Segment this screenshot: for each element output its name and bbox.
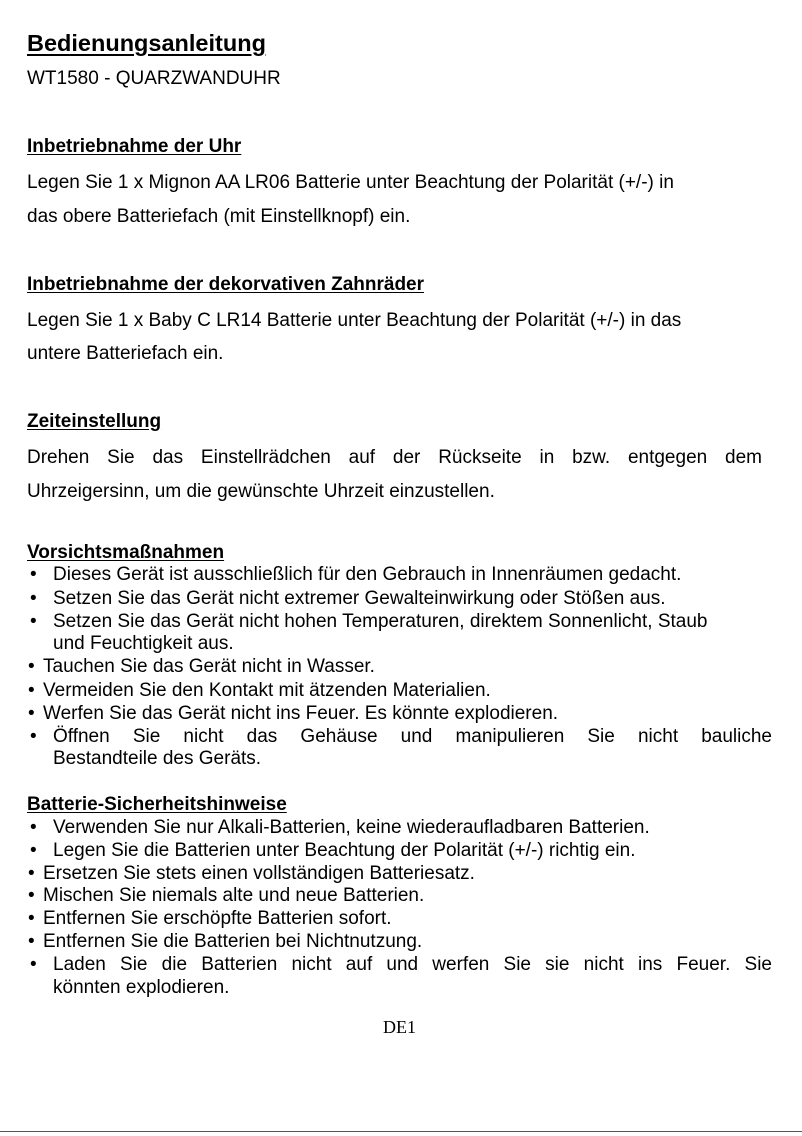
page-number: DE1 bbox=[383, 1017, 416, 1037]
bullet-marker: • bbox=[30, 840, 37, 861]
list-item: Dieses Gerät ist ausschließlich für den Gebrauch in Innenräumen gedacht. bbox=[53, 564, 682, 585]
heading-zeiteinstellung: Zeiteinstellung bbox=[27, 411, 162, 432]
bullet-marker: • bbox=[30, 588, 37, 609]
heading-batterie-sicherheitshinweise: Batterie-Sicherheitshinweise bbox=[27, 794, 287, 815]
paragraph-line: Uhrzeigersinn, um die gewünschte Uhrzeit einzustellen. bbox=[27, 481, 495, 502]
bullet-marker: • bbox=[28, 885, 35, 906]
heading-inbetriebnahme-uhr: Inbetriebnahme der Uhr bbox=[27, 136, 242, 157]
bullet-marker: • bbox=[28, 931, 35, 952]
paragraph-line: das obere Batteriefach (mit Einstellknopf) ein. bbox=[27, 206, 411, 227]
list-item: Tauchen Sie das Gerät nicht in Wasser. bbox=[43, 656, 375, 677]
bullet-marker: • bbox=[30, 726, 37, 747]
list-item-continuation: Bestandteile des Geräts. bbox=[53, 748, 262, 769]
list-item-continuation: und Feuchtigkeit aus. bbox=[53, 633, 234, 654]
bullet-marker: • bbox=[28, 680, 35, 701]
paragraph-line: Legen Sie 1 x Mignon AA LR06 Batterie unter Beachtung der Polarität (+/-) in bbox=[27, 172, 674, 193]
paragraph-line: Drehen Sie das Einstellrädchen auf der Rückseite in bzw. entgegen dem bbox=[27, 447, 762, 468]
list-item: Werfen Sie das Gerät nicht ins Feuer. Es könnte explodieren. bbox=[43, 703, 559, 724]
heading-vorsichtsmassnahmen: Vorsichtsmaßnahmen bbox=[27, 542, 225, 563]
list-item: Mischen Sie niemals alte und neue Batterien. bbox=[43, 885, 425, 906]
bullet-marker: • bbox=[30, 817, 37, 838]
heading-inbetriebnahme-zahnraeder: Inbetriebnahme der dekorvativen Zahnräder bbox=[27, 274, 425, 295]
paragraph-line: untere Batteriefach ein. bbox=[27, 343, 224, 364]
list-item: Vermeiden Sie den Kontakt mit ätzenden Materialien. bbox=[43, 680, 491, 701]
bullet-marker: • bbox=[30, 564, 37, 585]
bullet-marker: • bbox=[28, 863, 35, 884]
list-item: Setzen Sie das Gerät nicht hohen Temperaturen, direktem Sonnenlicht, Staub bbox=[53, 611, 708, 632]
list-item: Öffnen Sie nicht das Gehäuse und manipulieren Sie nicht bauliche bbox=[53, 726, 772, 747]
list-item: Legen Sie die Batterien unter Beachtung der Polarität (+/-) richtig ein. bbox=[53, 840, 636, 861]
list-item: Entfernen Sie erschöpfte Batterien sofort. bbox=[43, 908, 392, 929]
bullet-marker: • bbox=[28, 908, 35, 929]
list-item: Laden Sie die Batterien nicht auf und werfen Sie sie nicht ins Feuer. Sie bbox=[53, 954, 772, 975]
list-item: Ersetzen Sie stets einen vollständigen Batteriesatz. bbox=[43, 863, 475, 884]
list-item: Setzen Sie das Gerät nicht extremer Gewalteinwirkung oder Stößen aus. bbox=[53, 588, 666, 609]
bullet-marker: • bbox=[30, 954, 37, 975]
list-item-continuation: könnten explodieren. bbox=[53, 977, 230, 998]
bullet-marker: • bbox=[28, 656, 35, 677]
list-item: Entfernen Sie die Batterien bei Nichtnutzung. bbox=[43, 931, 423, 952]
document-title: Bedienungsanleitung bbox=[27, 30, 266, 56]
page-bottom-rule bbox=[0, 1131, 802, 1132]
bullet-marker: • bbox=[28, 703, 35, 724]
list-item: Verwenden Sie nur Alkali-Batterien, keine wiederaufladbaren Batterien. bbox=[53, 817, 650, 838]
paragraph-line: Legen Sie 1 x Baby C LR14 Batterie unter Beachtung der Polarität (+/-) in das bbox=[27, 310, 682, 331]
product-subtitle: WT1580 - QUARZWANDUHR bbox=[27, 68, 281, 89]
bullet-marker: • bbox=[30, 611, 37, 632]
